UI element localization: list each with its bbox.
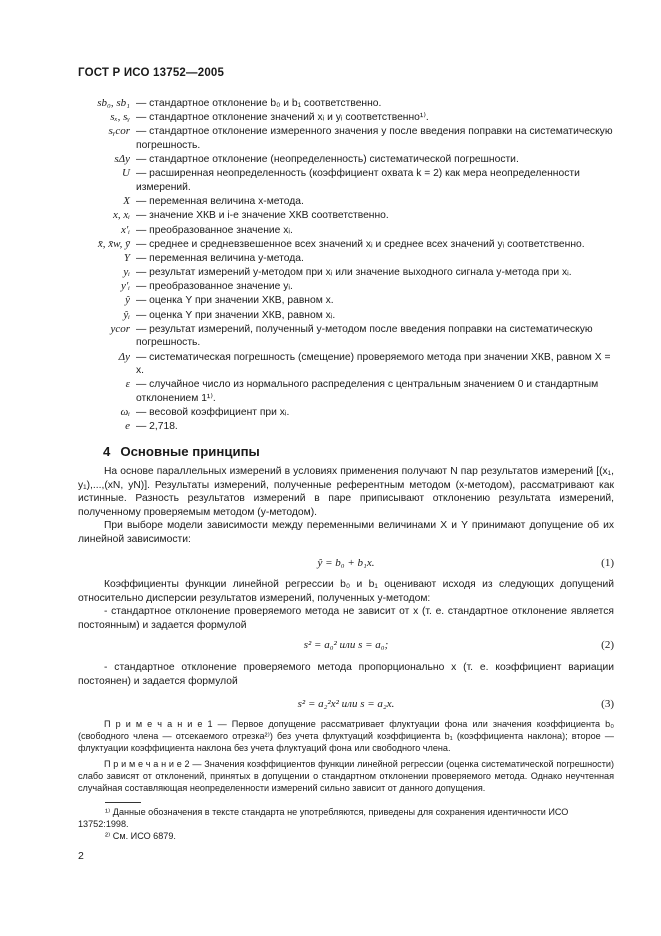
equation-formula: s² = a₂²x² или s = a₂x. [297,698,395,710]
definition-text: — стандартное отклонение измеренного значения y после введения поправки на систематическую погрешность. [136,126,613,151]
definition-symbol: Δy [118,350,130,363]
definition-text: — расширенная неопределенность (коэффициент охвата k = 2) как мера неопределенности измерений. [136,168,580,193]
section-title: Основные принципы [120,444,260,459]
definition-item [78,111,618,125]
definition-symbol: ε [125,378,130,391]
equation-number: (1) [601,557,614,569]
definition-symbol: y′ᵢ [120,280,130,293]
definition-item [78,420,618,434]
footnote-2: ²⁾ См. ИСО 6879. [105,831,176,841]
paragraph: На основе параллельных измерений в условиях применения получают N пар результатов измерений [(x₁, y₁),...,(xN, yN)]. Результаты измерений, полученные референтным методом (x-методом), рассматривают как истинные. Разность результатов измерений в паре приписывают отклонению результата измерений, полученному проверяемым методом (y-методом). [78,466,614,518]
definition-text: — 2,718. [136,421,178,433]
definition-symbol: sb₀, sb₁ [97,97,130,109]
definition-item [78,280,618,294]
definition-text: — стандартное отклонение (неопределенность) систематической погрешности. [136,154,519,166]
definition-item [78,209,618,223]
body-paragraph-block [78,661,614,688]
footnote-1: ¹⁾ Данные обозначения в тексте стандарта не употребляются, приведены для сохранения идентичности ИСО 13752:1998. [78,807,569,829]
definition-symbol: U [122,167,130,180]
equation-2 [78,639,614,655]
definition-symbol: e [125,420,130,433]
definition-text: — стандартное отклонение b₀ и b₁ соответственно. [136,98,382,109]
definition-symbol: X [123,195,130,208]
definition-symbol: yᵢ [123,266,130,279]
definition-symbol: x̄, x̄w, ȳ [97,237,130,250]
definition-item [78,351,618,378]
definition-text: — переменная величина x-метода. [136,196,304,208]
definition-item [78,195,618,209]
footnotes [78,806,614,842]
definition-item [78,323,618,350]
definition-text: — систематическая погрешность (смещение) проверяемого метода при значении ХКВ, равном X = x. [136,351,611,377]
paragraph: При выборе модели зависимости между переменными величинами X и Y принимают допущение об их линейной зависимости: [78,520,614,545]
definition-text: — преобразованное значение xᵢ. [136,224,293,236]
definition-text: — стандартное отклонение значений xᵢ и yᵢ соответственно¹⁾. [136,112,429,124]
definition-text: — переменная величина y-метода. [136,252,304,264]
definition-symbol: sᵧcor [108,125,130,138]
definition-item [78,153,618,167]
definition-symbol: x′ᵢ [120,223,130,236]
definition-text: — результат измерений, полученный y-методом после введения поправки на систематическую погрешность. [136,323,593,349]
definition-text: — весовой коэффициент при xᵢ. [136,407,290,419]
definition-text: — значение ХКВ и i-е значение ХКВ соответственно. [136,210,389,222]
definition-text: — оценка Y при значении ХКВ, равном x. [136,295,334,307]
page-number: 2 [78,850,84,862]
document-header: ГОСТ Р ИСО 13752—2005 [78,67,225,79]
definition-symbol: sΔy [114,153,130,166]
section-heading [103,444,260,459]
definition-item [78,97,618,111]
equation-3 [78,698,614,714]
definition-symbol: sₓ, sᵧ [110,111,130,124]
definition-symbol: x, xᵢ [112,209,130,222]
definition-symbol: ŷ [125,294,130,307]
note-text: П р и м е ч а н и е 2 — Значения коэффициентов функции линейной регрессии (оценка систематической погрешности) слабо зависят от отклонений, принятых в допущении о стандартном отклонении проверяемого метода. Однако неучтенная случайная составляющая неопределенности измерений сильно зависит от данного допущения. [78,759,614,794]
definition-text: — результат измерений y-методом при xᵢ или значение выходного сигнала y-метода при xᵢ. [136,267,572,279]
definition-symbol: ŷᵢ [123,308,130,321]
definition-text: — среднее и средневзвешенное всех значений xᵢ и среднее всех значений yᵢ соответственно. [136,238,585,250]
definition-item [78,309,618,323]
definition-item [78,406,618,420]
definition-item [78,238,618,252]
equation-number: (3) [601,698,614,710]
body-paragraph-block [78,578,614,632]
footnote-separator [105,802,141,803]
definition-item [78,378,618,405]
definition-item [78,167,618,194]
definition-item [78,266,618,280]
definition-text: — оценка Y при значении ХКВ, равном xᵢ. [136,309,336,321]
paragraph: - стандартное отклонение проверяемого метода пропорционально x (т. е. коэффициент вариации постоянен) и задается формулой [78,662,614,687]
body-paragraph-block [78,465,614,546]
equation-number: (2) [601,639,614,651]
section-number: 4 [103,444,111,459]
definition-item [78,125,618,152]
note-text: П р и м е ч а н и е 1 — Первое допущение рассматривает флуктуации фона или значения коэффициента b₀ (свободного члена — отсекаемого отрезка²⁾) без учета флуктуаций коэффициента b₁ (коэффициента наклона); второе — флуктуации коэффициента наклона без учета флуктуаций фона или свободного члена. [78,719,614,754]
definition-symbol: ωᵢ [120,406,130,419]
definition-symbol: Y [123,251,130,264]
definition-item [78,224,618,238]
note-1 [78,718,614,755]
paragraph: - стандартное отклонение проверяемого метода не зависит от x (т. е. стандартное отклонение является постоянным) и задается формулой [78,606,614,631]
note-2 [78,758,614,795]
equation-formula: ŷ = b₀ + b₁x. [317,557,375,569]
equation-formula: s² = a₀² или s = a₀; [303,639,389,651]
definition-item [78,252,618,266]
definitions-list [78,97,618,435]
definition-symbol: ycor [110,322,130,335]
equation-1 [78,557,614,573]
definition-text: — преобразованное значение yᵢ. [136,281,293,293]
paragraph: Коэффициенты функции линейной регрессии b₀ и b₁ оценивают исходя из следующих допущений относительно дисперсии результатов измерений, полученных y-методом: [78,579,614,604]
definition-item [78,294,618,308]
definition-text: — случайное число из нормального распределения с центральным значением 0 и стандартным отклонением 1¹⁾. [136,379,599,404]
